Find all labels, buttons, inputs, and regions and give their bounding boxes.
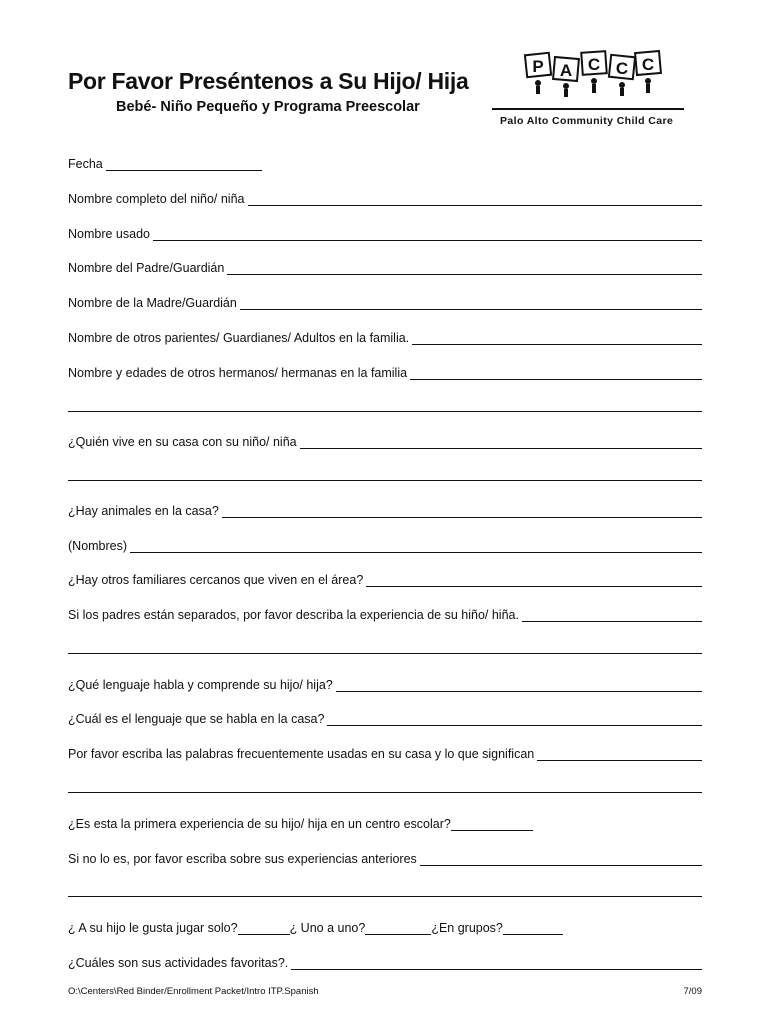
primera-experiencia-line[interactable]	[451, 817, 533, 831]
palabras-line-2[interactable]	[68, 792, 702, 793]
nombres-label: (Nombres)	[68, 539, 128, 553]
actividades-label: ¿Cuáles son sus actividades favoritas?.	[68, 956, 289, 970]
juego-field[interactable]	[68, 919, 563, 935]
lenguaje-casa-line[interactable]	[327, 712, 702, 726]
logo-letter: C	[587, 55, 601, 74]
lenguaje-casa-label: ¿Cuál es el lenguaje que se habla en la casa?	[68, 712, 325, 726]
nombre-usado-label: Nombre usado	[68, 227, 150, 241]
separados-line[interactable]	[522, 608, 702, 622]
separados-field[interactable]	[68, 606, 702, 622]
animales-line[interactable]	[222, 504, 702, 518]
nombre-padre-line[interactable]	[227, 261, 702, 275]
quien-vive-label: ¿Quién vive en su casa con su niño/ niña	[68, 435, 297, 449]
hermanos-line[interactable]	[410, 366, 702, 380]
nombre-completo-label: Nombre completo del niño/ niña	[68, 192, 245, 206]
nombres-field[interactable]	[68, 537, 702, 553]
primera-experiencia-label: ¿Es esta la primera experiencia de su hijo/ hija en un centro escolar?	[68, 817, 451, 831]
animales-field[interactable]	[68, 502, 702, 518]
actividades-line[interactable]	[291, 956, 702, 970]
jugar-solo-label: ¿ A su hijo le gusta jugar solo?	[68, 921, 238, 935]
lenguaje-hijo-label: ¿Qué lenguaje habla y comprende su hijo/ hija?	[68, 678, 333, 692]
nombre-madre-field[interactable]	[68, 294, 702, 310]
otros-parientes-label: Nombre de otros parientes/ Guardianes/ Adultos en la familia.	[68, 331, 410, 345]
nombre-completo-field[interactable]	[68, 190, 702, 206]
jugar-solo-line[interactable]	[238, 921, 290, 935]
palabras-line[interactable]	[537, 747, 702, 761]
familiares-label: ¿Hay otros familiares cercanos que viven en el área?	[68, 573, 364, 587]
hermanos-field[interactable]	[68, 364, 702, 380]
separados-label: Si los padres están separados, por favor describa la experiencia de su hiño/ hiña.	[68, 608, 519, 622]
nombre-padre-label: Nombre del Padre/Guardián	[68, 261, 225, 275]
nombre-usado-line[interactable]	[153, 227, 702, 241]
animales-label: ¿Hay animales en la casa?	[68, 504, 219, 518]
separados-line-2[interactable]	[68, 653, 702, 654]
logo-letter: C	[615, 59, 629, 78]
lenguaje-hijo-field[interactable]	[68, 676, 702, 692]
paccc-logo	[492, 38, 692, 130]
en-grupos-line[interactable]	[503, 921, 563, 935]
otros-parientes-field[interactable]	[68, 329, 702, 345]
page-title: Por Favor Preséntenos a Su Hijo/ Hija	[68, 68, 469, 94]
experiencias-anteriores-label: Si no lo es, por favor escriba sobre sus experiencias anteriores	[68, 852, 417, 866]
familiares-field[interactable]	[68, 571, 702, 587]
otros-parientes-line[interactable]	[412, 331, 702, 345]
footer-file-path: O:\Centers\Red Binder/Enrollment Packet/Intro ITP.Spanish	[68, 986, 319, 997]
logo-letter: C	[641, 55, 655, 74]
hermanos-label: Nombre y edades de otros hermanos/ hermanas en la familia	[68, 366, 408, 380]
palabras-field[interactable]	[68, 745, 702, 761]
actividades-field[interactable]	[68, 954, 702, 970]
familiares-line[interactable]	[366, 573, 702, 587]
nombres-line[interactable]	[130, 539, 702, 553]
nombre-completo-line[interactable]	[248, 192, 703, 206]
logo-letter: A	[559, 61, 573, 80]
en-grupos-label: ¿En grupos?	[431, 921, 503, 935]
logo-letter-blocks	[522, 48, 662, 98]
experiencias-anteriores-field[interactable]	[68, 850, 702, 866]
lenguaje-casa-field[interactable]	[68, 710, 702, 726]
logo-letter: P	[532, 57, 544, 76]
footer-date: 7/09	[683, 986, 702, 997]
lenguaje-hijo-line[interactable]	[336, 678, 702, 692]
uno-a-uno-line[interactable]	[365, 921, 431, 935]
nombre-madre-line[interactable]	[240, 296, 702, 310]
nombre-padre-field[interactable]	[68, 259, 702, 275]
hermanos-line-2[interactable]	[68, 411, 702, 412]
uno-a-uno-label: ¿ Uno a uno?	[289, 921, 366, 935]
primera-experiencia-field[interactable]	[68, 815, 533, 831]
experiencias-anteriores-line-2[interactable]	[68, 896, 702, 897]
page-subtitle: Bebé- Niño Pequeño y Programa Preescolar	[116, 99, 420, 115]
logo-divider	[492, 108, 684, 110]
nombre-usado-field[interactable]	[68, 225, 702, 241]
quien-vive-field[interactable]	[68, 433, 702, 449]
quien-vive-line-2[interactable]	[68, 480, 702, 481]
logo-text: Palo Alto Community Child Care	[500, 115, 674, 127]
fecha-field[interactable]	[68, 155, 262, 171]
fecha-label: Fecha	[68, 157, 103, 171]
quien-vive-line[interactable]	[300, 435, 702, 449]
palabras-label: Por favor escriba las palabras frecuentemente usadas en su casa y lo que significan	[68, 747, 535, 761]
nombre-madre-label: Nombre de la Madre/Guardián	[68, 296, 237, 310]
fecha-line[interactable]	[106, 157, 262, 171]
experiencias-anteriores-line[interactable]	[420, 852, 702, 866]
